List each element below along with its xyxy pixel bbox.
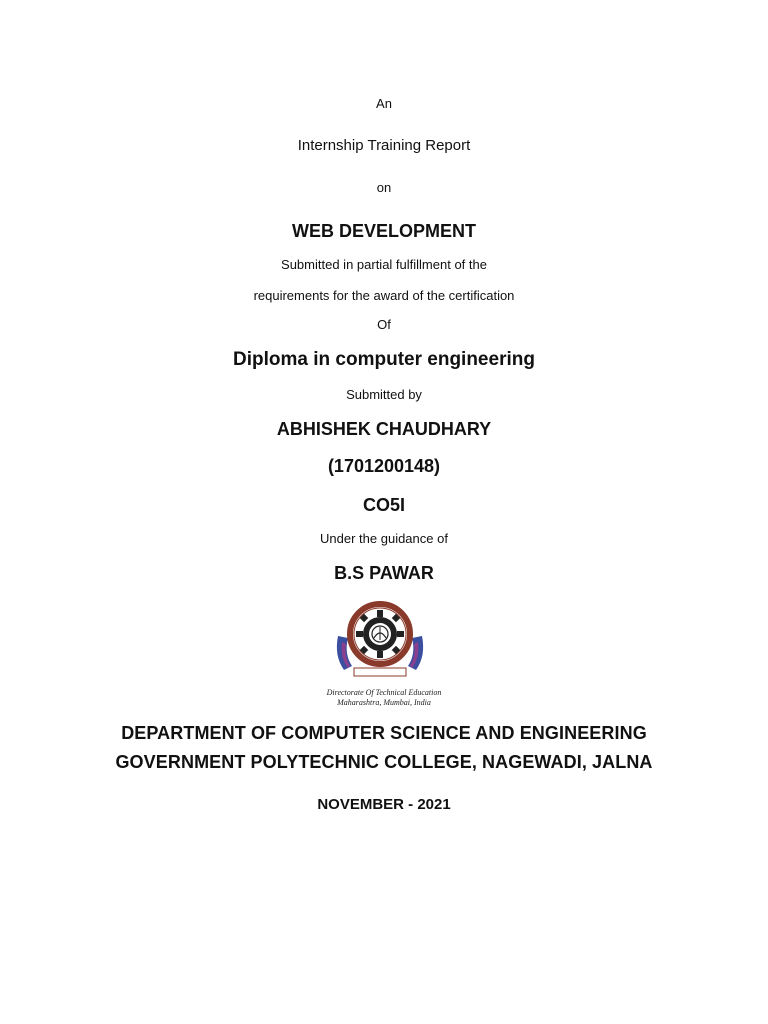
report-type: Internship Training Report xyxy=(297,137,471,154)
college-name: GOVERNMENT POLYTECHNIC COLLEGE, NAGEWADI, JALNA xyxy=(115,752,653,772)
diploma-title: Diploma in computer engineering xyxy=(233,349,535,370)
emblem-caption-line-2: Maharashtra, Mumbai, India xyxy=(337,698,431,707)
submitted-line-2: requirements for the award of the certification xyxy=(253,288,515,303)
submission-date: NOVEMBER - 2021 xyxy=(317,796,451,813)
submitted-by: Submitted by xyxy=(346,387,422,402)
class-code: CO5I xyxy=(362,495,405,515)
guide-name: B.S PAWAR xyxy=(334,563,434,583)
intro-of: Of xyxy=(377,317,391,332)
guidance-label: Under the guidance of xyxy=(320,531,448,546)
department-name: DEPARTMENT OF COMPUTER SCIENCE AND ENGINEERING xyxy=(121,723,647,743)
emblem-caption xyxy=(0,688,768,708)
student-name: ABHISHEK CHAUDHARY xyxy=(276,419,492,439)
intro-an: An xyxy=(376,96,392,111)
submitted-line-1: Submitted in partial fulfillment of the xyxy=(281,257,487,272)
dte-emblem-logo xyxy=(330,598,430,682)
emblem-icon xyxy=(330,598,430,682)
student-id: (1701200148) xyxy=(327,456,441,476)
intro-on: on xyxy=(376,180,392,195)
report-topic: WEB DEVELOPMENT xyxy=(291,221,476,241)
emblem-caption-line-1: Directorate Of Technical Education xyxy=(326,688,442,697)
